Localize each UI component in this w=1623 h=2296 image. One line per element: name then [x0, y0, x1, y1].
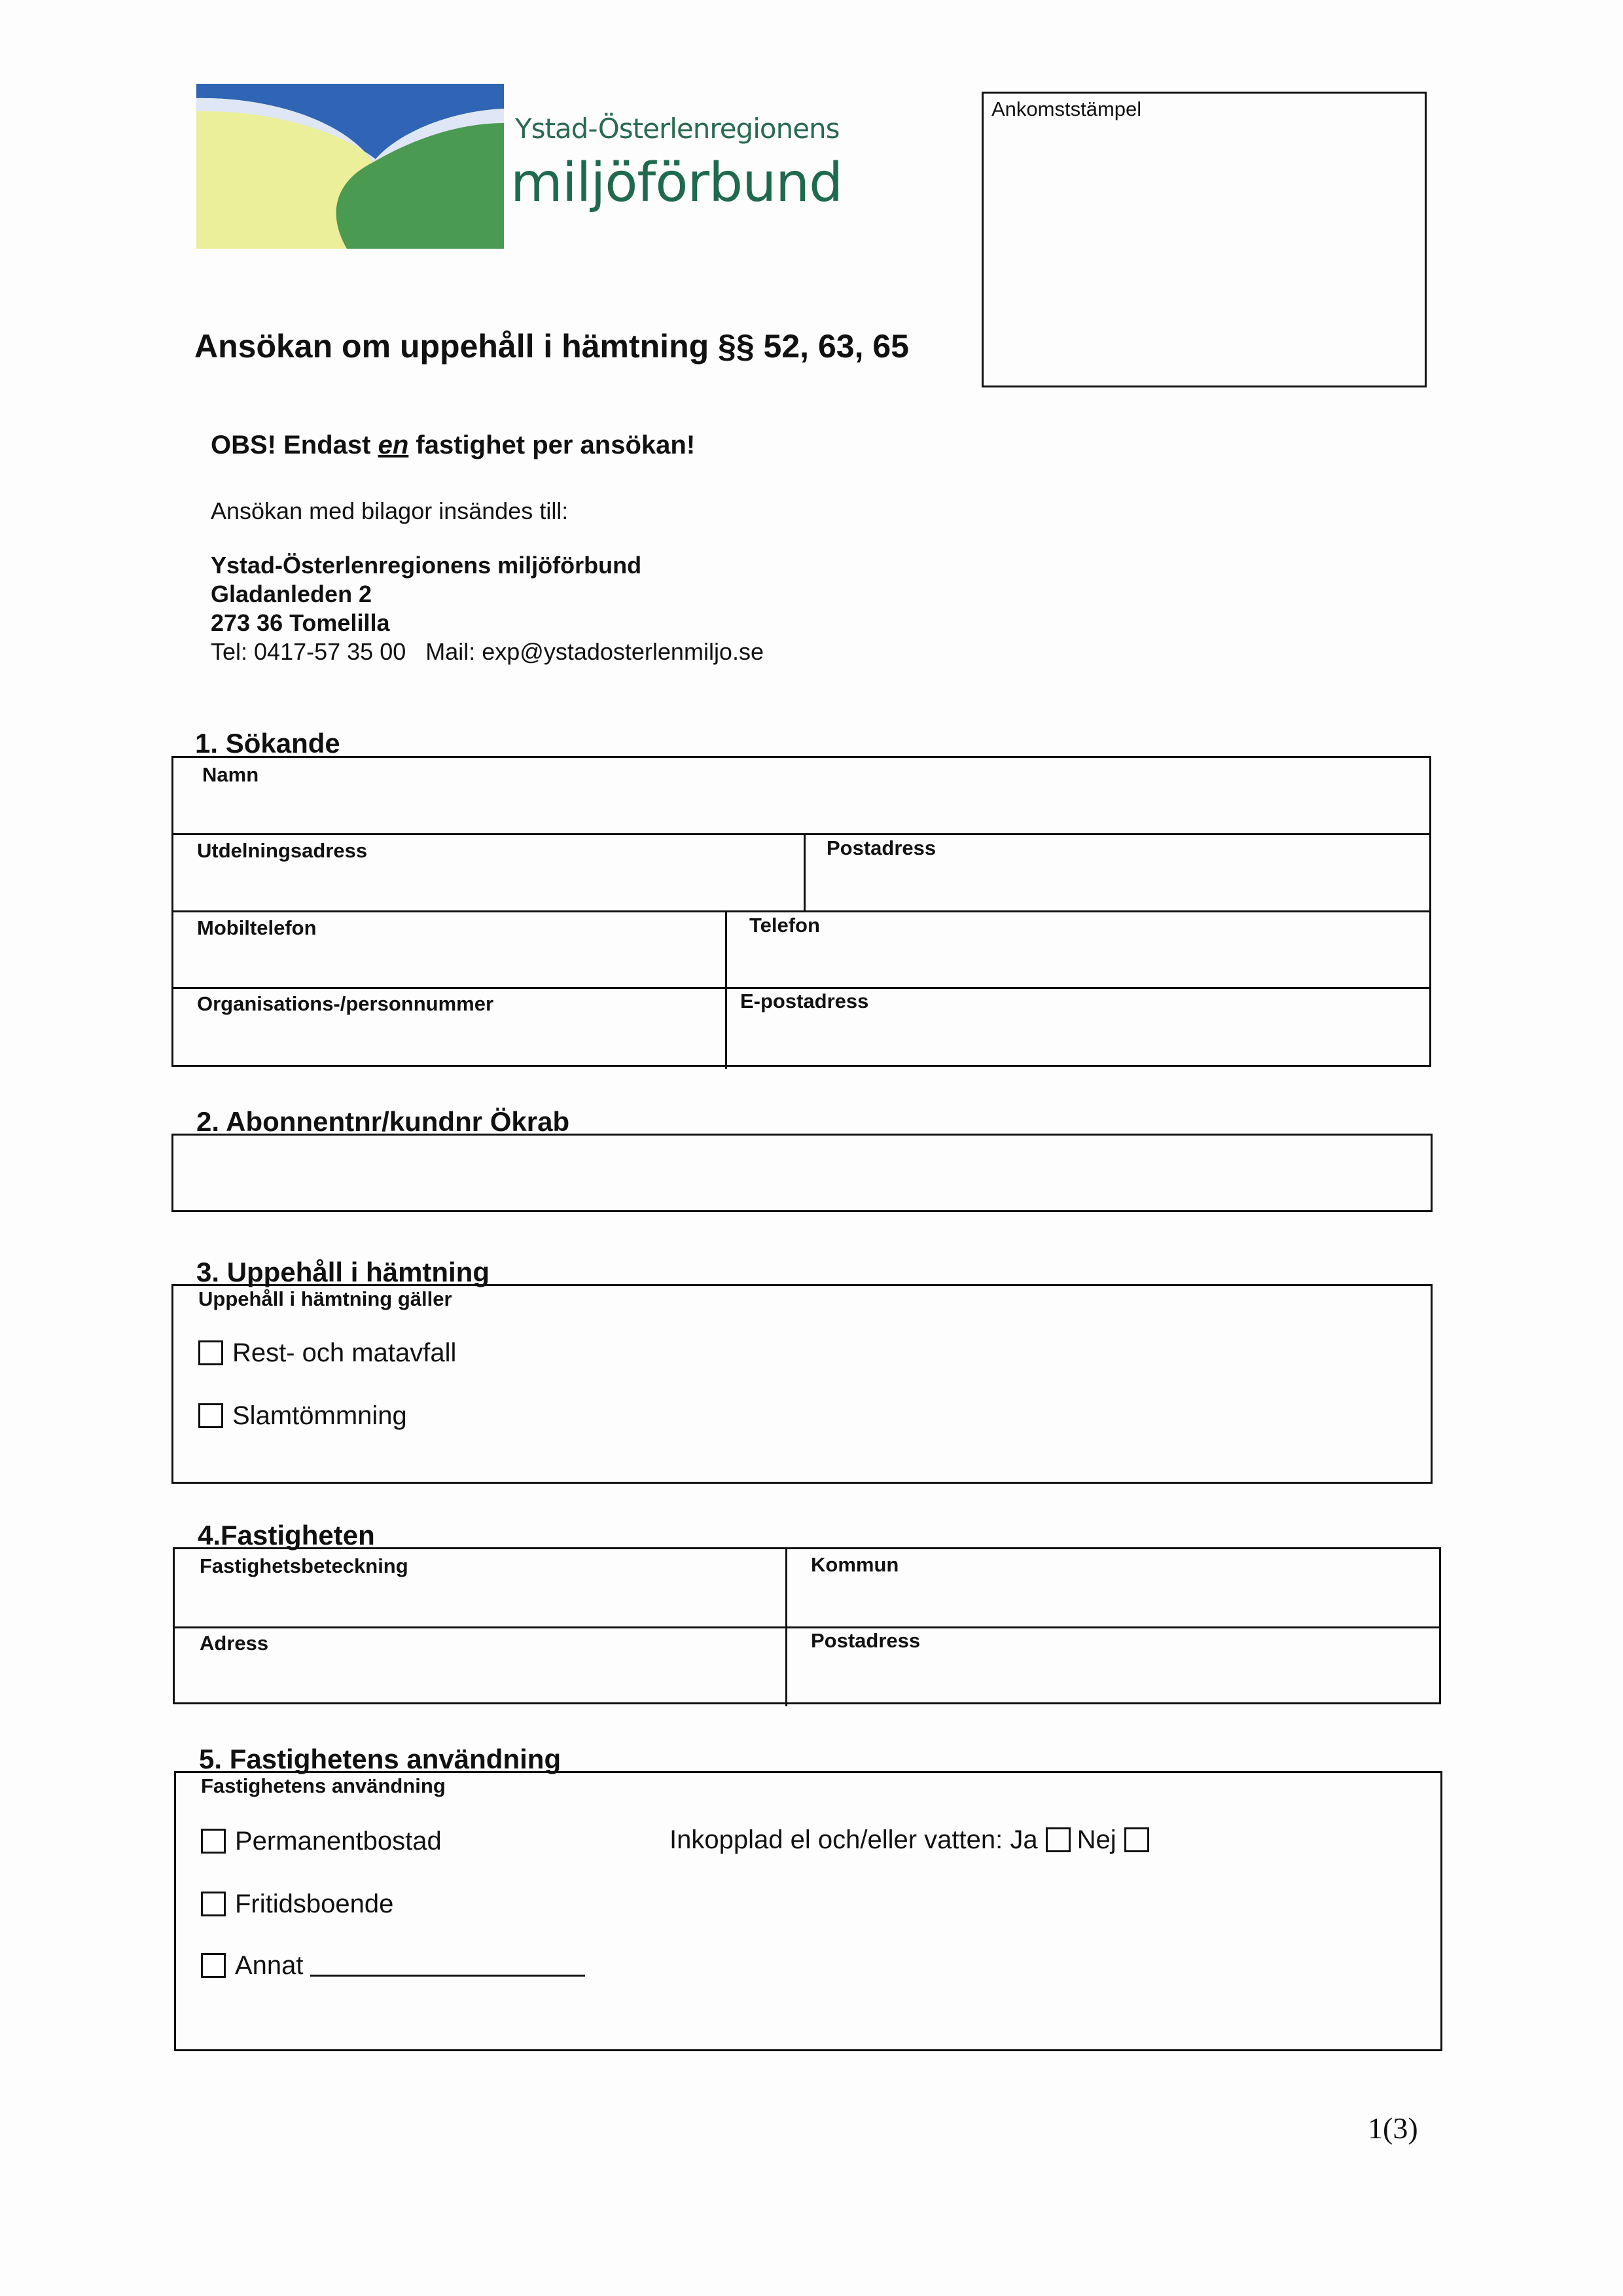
option-sludge-emptying[interactable]: [198, 1401, 407, 1431]
option-other[interactable]: [201, 1951, 585, 1981]
notice-emphasis: en: [378, 431, 409, 459]
page-number: 1(3): [1368, 2111, 1418, 2145]
address-street: Gladanleden 2: [211, 581, 372, 607]
section5-sublabel: Fastighetens användning: [201, 1774, 446, 1797]
arrival-stamp-box: [982, 92, 1427, 387]
option-permanent-residence[interactable]: [201, 1827, 442, 1856]
notice-text: [211, 431, 695, 460]
section3-heading: 3. Uppehåll i hämtning: [196, 1257, 490, 1287]
section2-heading: 2. Abonnentnr/kundnr Ökrab: [196, 1106, 570, 1137]
option-rest-food-waste[interactable]: [198, 1338, 456, 1368]
yes-checkbox[interactable]: [1046, 1827, 1071, 1852]
option-label: Slamtömmning: [232, 1401, 407, 1430]
option-holiday-home[interactable]: [201, 1890, 393, 1919]
section1-form: [171, 756, 1431, 1067]
mobile-label: Mobiltelefon: [197, 916, 317, 939]
logo-graphic: [196, 84, 504, 249]
property-address-label: Adress: [200, 1632, 269, 1655]
checkbox[interactable]: [198, 1340, 223, 1365]
checkbox[interactable]: [201, 1892, 226, 1916]
other-text-field[interactable]: [310, 1951, 585, 1977]
phone-label: Telefon: [749, 914, 820, 937]
property-postal-address-label: Postadress: [811, 1629, 921, 1652]
name-label: Namn: [202, 763, 259, 786]
notice-suffix: fastighet per ansökan!: [408, 431, 696, 459]
stamp-label: Ankomststämpel: [991, 98, 1142, 120]
municipality-label: Kommun: [811, 1553, 899, 1576]
option-label: Fritidsboende: [235, 1890, 394, 1918]
send-to-label: Ansökan med bilagor insändes till:: [211, 497, 569, 524]
option-label: Rest- och matavfall: [232, 1338, 457, 1367]
section1-heading: 1. Sökande: [195, 728, 340, 759]
connected-label: Inkopplad el och/eller vatten: Ja: [669, 1825, 1038, 1854]
org-number-label: Organisations-/personnummer: [197, 992, 494, 1015]
connected-utilities-question: [669, 1825, 1156, 1855]
no-checkbox[interactable]: [1124, 1827, 1149, 1852]
section5-form: [174, 1771, 1442, 2051]
logo-text-region: Ystad-Österlenregionens: [515, 113, 840, 145]
logo-text-name: miljöförbund: [510, 152, 843, 214]
address-city: 273 36 Tomelilla: [211, 609, 390, 636]
section4-heading: 4.Fastigheten: [198, 1520, 375, 1551]
option-label: Permanentbostad: [235, 1827, 442, 1856]
section3-sublabel: Uppehåll i hämtning gäller: [198, 1287, 452, 1310]
checkbox[interactable]: [201, 1829, 226, 1854]
address-contact: Tel: 0417-57 35 00 Mail: exp@ystadosterlenmiljo.se: [211, 638, 764, 665]
postal-address-label: Postadress: [827, 836, 936, 859]
checkbox[interactable]: [201, 1953, 226, 1978]
delivery-address-label: Utdelningsadress: [197, 839, 368, 862]
mailing-address: [211, 551, 764, 666]
customer-number-field[interactable]: [171, 1134, 1433, 1212]
no-label: Nej: [1077, 1825, 1116, 1854]
section4-form: [173, 1547, 1441, 1704]
section3-form: [171, 1284, 1433, 1484]
name-input[interactable]: [200, 791, 1404, 829]
property-designation-label: Fastighetsbeteckning: [200, 1554, 408, 1577]
checkbox[interactable]: [198, 1403, 223, 1428]
notice-prefix: OBS! Endast: [211, 431, 378, 459]
option-label: Annat: [235, 1951, 304, 1980]
page-title: Ansökan om uppehåll i hämtning §§ 52, 63, 65: [194, 328, 909, 365]
section5-heading: 5. Fastighetens användning: [199, 1744, 562, 1774]
address-org: Ystad-Österlenregionens miljöförbund: [211, 552, 642, 579]
email-label: E-postadress: [740, 990, 869, 1013]
